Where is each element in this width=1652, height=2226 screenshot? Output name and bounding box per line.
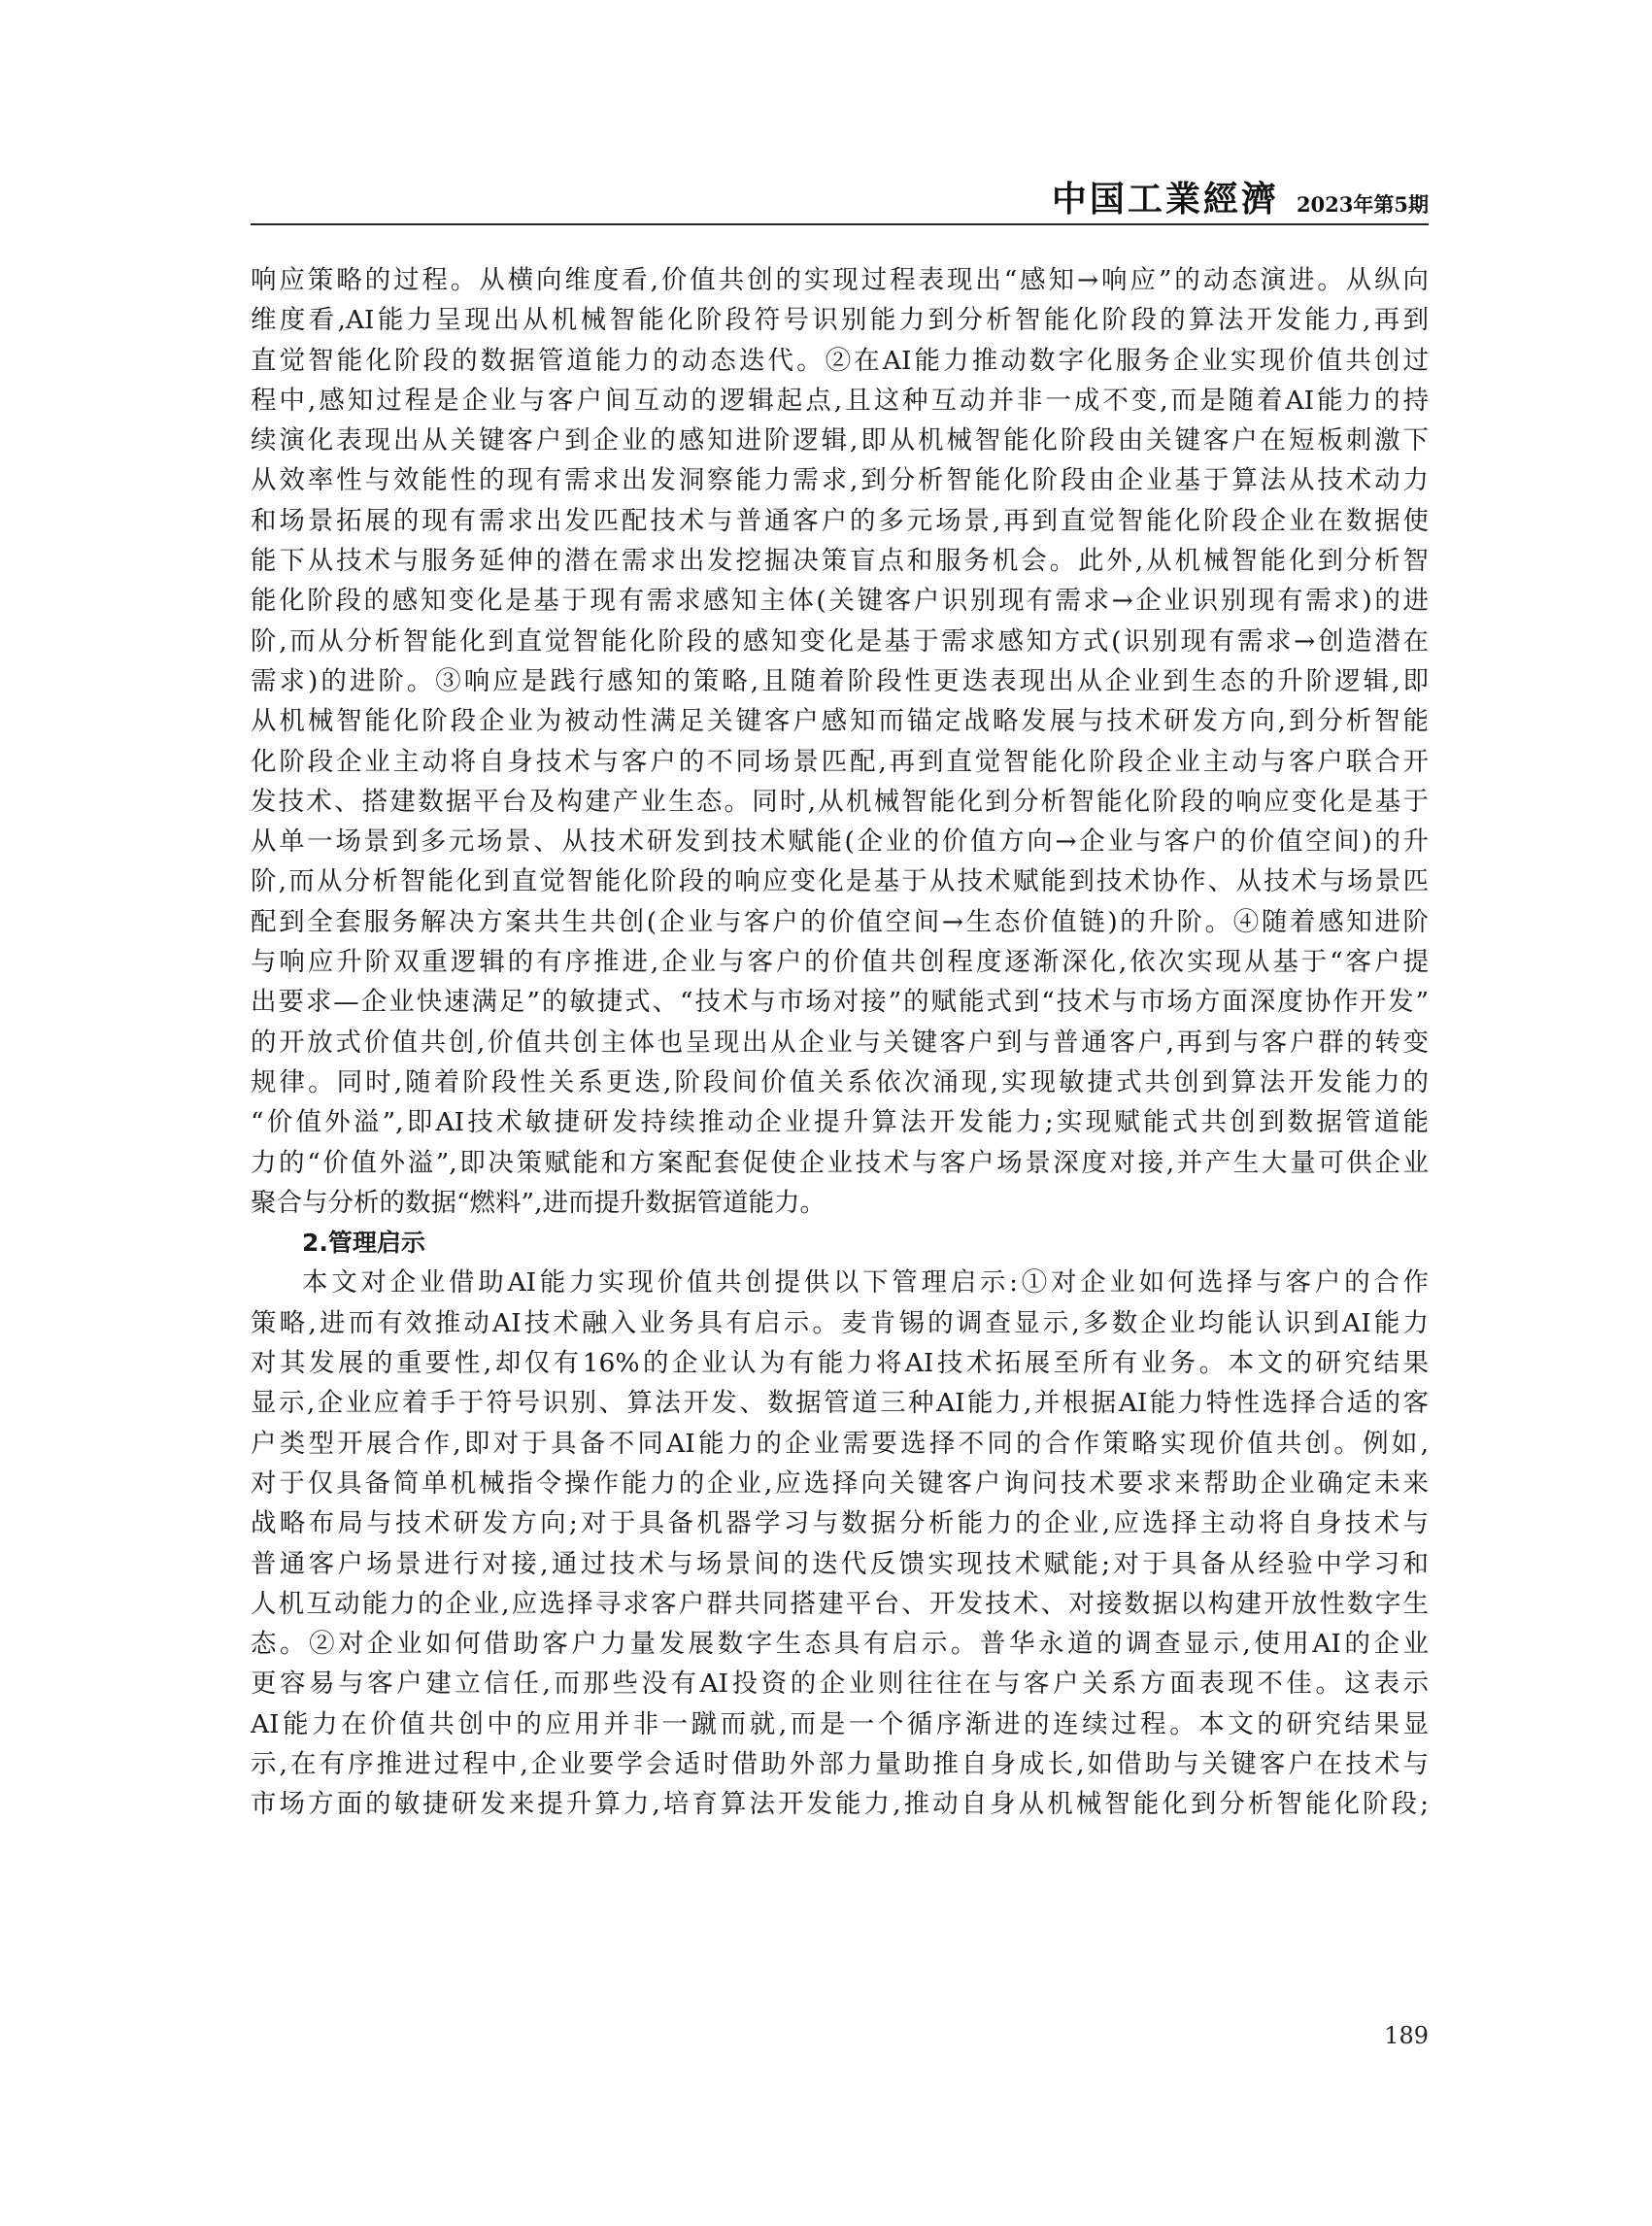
text-line: 规律。同时,随着阶段性关系更迭,阶段间价值关系依次涌现,实现敏捷式共创到算法开发能力的 (251, 1066, 1429, 1097)
issue-number: 2023年第5期 (1296, 192, 1429, 217)
text-line: 响应策略的过程。从横向维度看,价值共创的实现过程表现出“感知→响应”的动态演进。从纵向 (251, 265, 1429, 295)
text-line: 能化阶段的感知变化是基于现有需求感知主体(关键客户识别现有需求→企业识别现有需求)的进 (251, 586, 1429, 617)
text-line: 需求)的进阶。③响应是践行感知的策略,且随着阶段性更迭表现出从企业到生态的升阶逻辑,即 (251, 665, 1429, 696)
text-line: 从效率性与效能性的现有需求出发洞察能力需求,到分析智能化阶段由企业基于算法从技术动力 (251, 465, 1429, 496)
text-line: 态。②对企业如何借助客户力量发展数字生态具有启示。普华永道的调查显示,使用AI的企业 (251, 1629, 1429, 1660)
text-line: 能下从技术与服务延伸的潜在需求出发挖掘决策盲点和服务机会。此外,从机械智能化到分析智 (251, 546, 1429, 577)
text-line: 和场景拓展的现有需求出发匹配技术与普通客户的多元场景,再到直觉智能化阶段企业在数据使 (251, 505, 1429, 536)
text-line: “价值外溢”,即AI技术敏捷研发持续推动企业提升算法开发能力;实现赋能式共创到数据管道能 (251, 1107, 1429, 1138)
text-line: 配到全套服务解决方案共生共创(企业与客户的价值空间→生态价值链)的升阶。④随着感知进阶 (251, 906, 1429, 937)
text-line: 对其发展的重要性,却仅有16%的企业认为有能力将AI技术拓展至所有业务。本文的研究结果 (251, 1348, 1429, 1379)
text-line: 直觉智能化阶段的数据管道能力的动态迭代。②在AI能力推动数字化服务企业实现价值共创过 (251, 345, 1429, 376)
paragraph-management-implications (251, 1263, 1429, 1824)
text-line: 的开放式价值共创,价值共创主体也呈现出从企业与关键客户到与普通客户,再到与客户群的转变 (251, 1027, 1429, 1058)
text-line: 阶,而从分析智能化到直觉智能化阶段的感知变化是基于需求感知方式(识别现有需求→创造潜在 (251, 625, 1429, 657)
text-line: 示,在有序推进过程中,企业要学会适时借助外部力量助推自身成长,如借助与关键客户在技术与 (251, 1748, 1429, 1779)
text-line: 市场方面的敏捷研发来提升算力,培育算法开发能力,推动自身从机械智能化到分析智能化阶段; (251, 1789, 1429, 1820)
text-line: 维度看,AI能力呈现出从机械智能化阶段符号识别能力到分析智能化阶段的算法开发能力,再到 (251, 305, 1429, 336)
text-line: 聚合与分析的数据“燃料”,进而提升数据管道能力。 (251, 1187, 826, 1218)
text-line: 人机互动能力的企业,应选择寻求客户群共同搭建平台、开发技术、对接数据以构建开放性数字生 (251, 1588, 1429, 1619)
section-subheading: 2.管理启示 (302, 1229, 425, 1258)
text-line: 本文对企业借助AI能力实现价值共创提供以下管理启示:①对企业如何选择与客户的合作 (302, 1267, 1429, 1298)
text-line: 化阶段企业主动将自身技术与客户的不同场景匹配,再到直觉智能化阶段企业主动与客户联合开 (251, 746, 1429, 777)
text-line: AI能力在价值共创中的应用并非一蹴而就,而是一个循序渐进的连续过程。本文的研究结果显 (251, 1708, 1429, 1739)
text-line: 户类型开展合作,即对于具备不同AI能力的企业需要选择不同的合作策略实现价值共创。例如, (251, 1428, 1429, 1459)
text-line: 普通客户场景进行对接,通过技术与场景间的迭代反馈实现技术赋能;对于具备从经验中学习和 (251, 1548, 1429, 1579)
text-line: 战略布局与技术研发方向;对于具备机器学习与数据分析能力的企业,应选择主动将自身技术与 (251, 1508, 1429, 1539)
text-line: 发技术、搭建数据平台及构建产业生态。同时,从机械智能化到分析智能化阶段的响应变化是基于 (251, 786, 1429, 817)
text-line: 程中,感知过程是企业与客户间互动的逻辑起点,且这种互动并非一成不变,而是随着AI能力的持 (251, 385, 1429, 416)
running-header (251, 181, 1429, 225)
page-number: 189 (1384, 2022, 1429, 2049)
text-line: 力的“价值外溢”,即决策赋能和方案配套促使企业技术与客户场景深度对接,并产生大量可供企业 (251, 1147, 1429, 1178)
text-line: 续演化表现出从关键客户到企业的感知进阶逻辑,即从机械智能化阶段由关键客户在短板刺激下 (251, 425, 1429, 456)
text-line: 更容易与客户建立信任,而那些没有AI投资的企业则往往在与客户关系方面表现不佳。这表示 (251, 1669, 1429, 1700)
journal-name: 中国工業經濟 (1051, 180, 1279, 219)
body-text (251, 260, 1429, 1825)
paragraph-conclusions (251, 260, 1429, 1223)
text-line: 阶,而从分析智能化到直觉智能化阶段的响应变化是基于从技术赋能到技术协作、从技术与场景匹 (251, 866, 1429, 897)
text-line: 显示,企业应着手于符号识别、算法开发、数据管道三种AI能力,并根据AI能力特性选择合适的客 (251, 1388, 1429, 1419)
text-line: 策略,进而有效推动AI技术融入业务具有启示。麦肯锡的调查显示,多数企业均能认识到AI能力 (251, 1307, 1429, 1338)
text-line: 对于仅具备简单机械指令操作能力的企业,应选择向关键客户询问技术要求来帮助企业确定未来 (251, 1467, 1429, 1499)
text-line: 从单一场景到多元场景、从技术研发到技术赋能(企业的价值方向→企业与客户的价值空间)的升 (251, 826, 1429, 858)
text-line: 与响应升阶双重逻辑的有序推进,企业与客户的价值共创程度逐渐深化,依次实现从基于“客户提 (251, 947, 1429, 978)
text-line: 从机械智能化阶段企业为被动性满足关键客户感知而锚定战略发展与技术研发方向,到分析智能 (251, 706, 1429, 737)
text-line: 出要求—企业快速满足”的敏捷式、“技术与市场对接”的赋能式到“技术与市场方面深度协作开发” (251, 987, 1429, 1018)
